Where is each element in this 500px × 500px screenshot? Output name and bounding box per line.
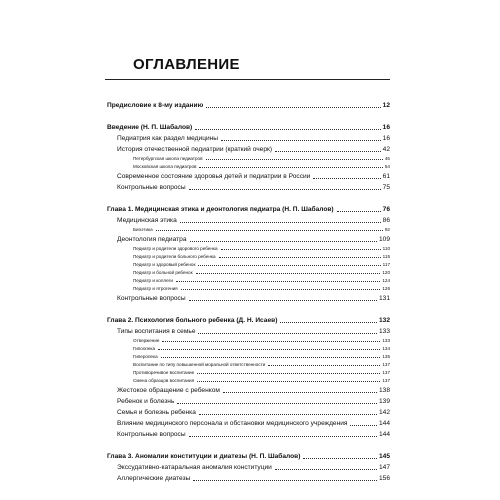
toc-page-number: 139 (378, 398, 390, 405)
toc-page-number: 132 (378, 317, 390, 324)
toc-dot-leader (158, 349, 380, 350)
toc-entry-title: Контрольные вопросы (117, 295, 186, 302)
toc-section-entry[interactable] (107, 473, 390, 484)
toc-section-entry[interactable] (107, 462, 390, 473)
toc-entry-title: Педиатр и больной ребенок (133, 270, 193, 275)
toc-entry-title: Ребенок и болезнь (117, 398, 175, 405)
toc-dot-leader (181, 289, 381, 290)
toc-subsection-entry[interactable] (107, 163, 390, 171)
toc-page-number: 109 (378, 236, 390, 243)
toc-dot-leader (337, 211, 381, 212)
toc-page-number: 45 (384, 156, 390, 161)
toc-page-number: 16 (382, 124, 390, 131)
toc-page-number: 137 (382, 362, 390, 367)
toc-page-number: 135 (382, 354, 390, 359)
toc-subsection-entry[interactable] (107, 155, 390, 163)
toc-spacer (107, 440, 390, 451)
toc-dot-leader (198, 333, 377, 334)
toc-dot-leader (199, 414, 377, 415)
toc-entry-title: Гиперопека (133, 354, 158, 359)
toc-dot-leader (223, 392, 377, 393)
toc-chapter-entry[interactable] (107, 451, 390, 462)
toc-chapter-entry[interactable] (107, 100, 390, 111)
toc-entry-title: Педиатр и здоровый ребенок (133, 262, 196, 267)
toc-subsection-entry[interactable] (107, 226, 390, 234)
toc-entry-title: Деонтология педиатра (117, 236, 187, 243)
toc-subsection-entry[interactable] (107, 277, 390, 285)
toc-dot-leader (189, 436, 377, 437)
toc-section-entry[interactable] (107, 182, 390, 193)
toc-page-number: 120 (382, 270, 390, 275)
toc-section-entry[interactable] (107, 293, 390, 304)
toc-chapter-entry[interactable] (107, 315, 390, 326)
toc-section-entry[interactable] (107, 407, 390, 418)
toc-page-number: 134 (382, 346, 390, 351)
toc-dot-leader (189, 300, 377, 301)
toc-section-entry[interactable] (107, 385, 390, 396)
toc-dot-leader (206, 107, 380, 108)
toc-entry-title: Контрольные вопросы (117, 431, 186, 438)
toc-page-number: 145 (378, 453, 390, 460)
toc-dot-leader (189, 189, 381, 190)
toc-entry-title: История отечественной педиатрии (краткий очерк) (117, 146, 273, 153)
toc-entry-title: Педиатр и родители больного ребенка (133, 254, 216, 259)
toc-section-entry[interactable] (107, 326, 390, 337)
toc-dot-leader (177, 403, 377, 404)
toc-page-number: 16 (382, 135, 390, 142)
toc-entry-title: Глава 3. Аномалии конституции и диатезы (Н. П. Шабалов) (107, 453, 301, 460)
toc-dot-leader (180, 222, 381, 223)
toc-page-number: 138 (378, 387, 390, 394)
toc-dot-leader (199, 167, 382, 168)
toc-entry-title: Глава 1. Медицинская этика и деонтология педиатра (Н. П. Шабалов) (107, 206, 334, 213)
toc-entry-title: Жестокое обращение с ребенком (117, 387, 220, 394)
toc-entry-title: Типы воспитания в семье (117, 328, 196, 335)
toc-entry-title: Отвержение (133, 338, 160, 343)
toc-entry-title: Биоэтика (133, 227, 153, 232)
toc-page-number: 61 (382, 173, 390, 180)
toc-dot-leader (303, 458, 377, 459)
toc-subsection-entry[interactable] (107, 361, 390, 369)
toc-section-entry[interactable] (107, 429, 390, 440)
toc-page-number: 133 (378, 328, 390, 335)
toc-page-number: 12 (382, 102, 390, 109)
toc-subsection-entry[interactable] (107, 369, 390, 377)
toc-subsection-entry[interactable] (107, 269, 390, 277)
toc-page-number: 137 (382, 370, 390, 375)
toc-entry-title: Глава 2. Психология больного ребенка (Д. Н. Исаев) (107, 317, 278, 324)
toc-dot-leader (219, 257, 381, 258)
toc-entry-title: Педиатр и коллеги (133, 278, 173, 283)
toc-page-number: 54 (384, 164, 390, 169)
toc-dot-leader (275, 151, 381, 152)
toc-entry-title: Петербургская школа педиатров (133, 156, 203, 161)
toc-page-number: 75 (382, 184, 390, 191)
toc-dot-leader (193, 480, 377, 481)
toc-page-number: 124 (382, 278, 390, 283)
toc-entry-title: Противоречивое воспитание (133, 370, 195, 375)
toc-dot-leader (195, 129, 380, 130)
toc-subsection-entry[interactable] (107, 285, 390, 293)
toc-entry-title: Влияние медицинского персонала и обстановки медицинского учреждения (117, 420, 348, 427)
toc-section-entry[interactable] (107, 234, 390, 245)
toc-entry-title: Аллергические диатезы (117, 475, 191, 482)
toc-dot-leader (221, 249, 381, 250)
toc-page-number: 147 (378, 464, 390, 471)
toc-page-number: 115 (382, 254, 390, 259)
toc-dot-leader (190, 241, 377, 242)
toc-dot-leader (206, 159, 383, 160)
toc-spacer (107, 193, 390, 204)
toc-page-number: 92 (384, 227, 390, 232)
toc-entry-title: Экссудативно-катаральная аномалия конституции (117, 464, 272, 471)
toc-entry-title: Семья и болезнь ребенка (117, 409, 196, 416)
toc-section-entry[interactable] (107, 133, 390, 144)
toc-entry-title: Гипоопека (133, 346, 156, 351)
toc-section-entry[interactable] (107, 144, 390, 155)
toc-page-number: 117 (382, 262, 390, 267)
toc-page-number: 142 (378, 409, 390, 416)
toc-dot-leader (280, 322, 377, 323)
toc-subsection-entry[interactable] (107, 261, 390, 269)
toc-entry-title: Московская школа педиатров (133, 164, 197, 169)
toc-page-number: 76 (382, 206, 390, 213)
toc-dot-leader (161, 357, 381, 358)
toc-dot-leader (268, 365, 380, 366)
toc-entry-title: Педиатр и ятрогения (133, 286, 178, 291)
toc-section-entry[interactable] (107, 171, 390, 182)
toc-page-number: 42 (382, 146, 390, 153)
toc-entry-title: Введение (Н. П. Шабалов) (107, 124, 193, 131)
toc-page-number: 86 (382, 217, 390, 224)
toc-subsection-entry[interactable] (107, 337, 390, 345)
title-divider (105, 79, 390, 80)
toc-page-number: 144 (378, 420, 390, 427)
page-title: ОГЛАВЛЕНИЕ (133, 56, 240, 73)
toc-page-number: 110 (382, 246, 390, 251)
toc-dot-leader (197, 373, 380, 374)
toc-dot-leader (350, 425, 377, 426)
toc-dot-leader (313, 178, 380, 179)
toc-page-number: 144 (378, 431, 390, 438)
toc-page-number: 137 (382, 378, 390, 383)
toc-chapter-entry[interactable] (107, 122, 390, 133)
toc-entry-title: Медицинская этика (117, 217, 177, 224)
toc-dot-leader (197, 381, 380, 382)
toc-subsection-entry[interactable] (107, 253, 390, 261)
toc-entry-title: Предисловие к 8-му изданию (107, 102, 204, 109)
table-of-contents (107, 100, 390, 484)
toc-dot-leader (221, 140, 381, 141)
toc-subsection-entry[interactable] (107, 377, 390, 385)
toc-section-entry[interactable] (107, 215, 390, 226)
toc-spacer (107, 304, 390, 315)
toc-spacer (107, 111, 390, 122)
toc-page-number: 131 (378, 295, 390, 302)
toc-page-number: 126 (382, 286, 390, 291)
toc-entry-title: Воспитание по типу повышенной моральной ответственности (133, 362, 266, 367)
toc-entry-title: Смена образцов воспитания (133, 378, 195, 383)
toc-section-entry[interactable] (107, 396, 390, 407)
toc-page-number: 133 (382, 338, 390, 343)
toc-entry-title: Педиатрия как раздел медицины (117, 135, 219, 142)
toc-entry-title: Педиатр и родители здорового ребенка (133, 246, 218, 251)
toc-dot-leader (198, 265, 380, 266)
toc-subsection-entry[interactable] (107, 353, 390, 361)
toc-section-entry[interactable] (107, 418, 390, 429)
toc-subsection-entry[interactable] (107, 245, 390, 253)
toc-entry-title: Современное состояние здоровья детей и педиатрии в России (117, 173, 311, 180)
toc-dot-leader (156, 230, 383, 231)
toc-dot-leader (196, 273, 381, 274)
toc-entry-title: Контрольные вопросы (117, 184, 186, 191)
toc-chapter-entry[interactable] (107, 204, 390, 215)
toc-dot-leader (275, 469, 377, 470)
toc-page-number: 156 (378, 475, 390, 482)
toc-subsection-entry[interactable] (107, 345, 390, 353)
toc-dot-leader (162, 341, 380, 342)
toc-dot-leader (176, 281, 380, 282)
